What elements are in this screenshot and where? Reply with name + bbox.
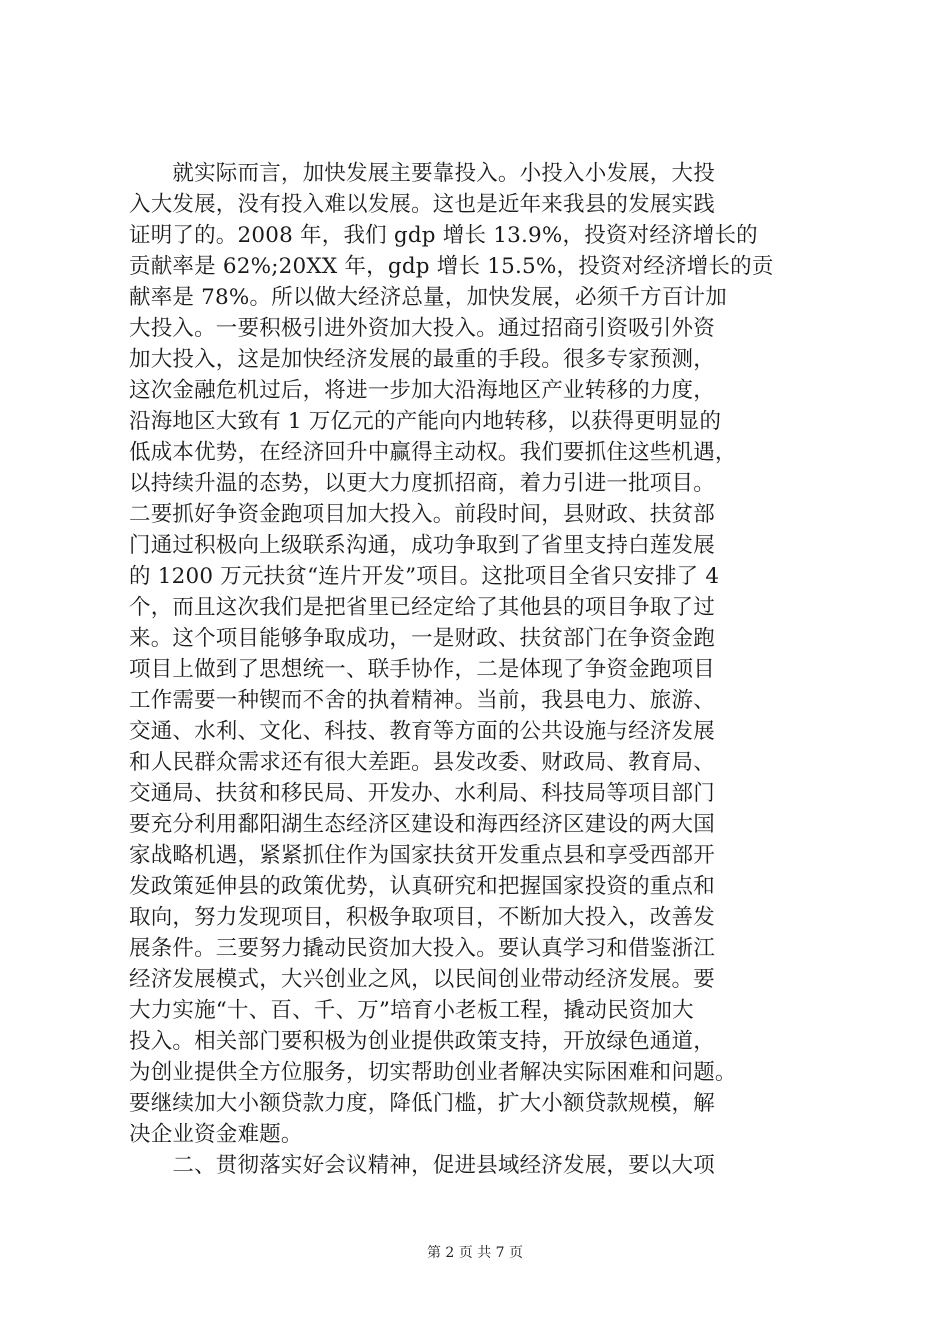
- text-line: 入大发展，没有投入难以发展。这也是近年来我县的发展实践: [129, 192, 715, 217]
- text-line: 加大投入，这是加快经济发展的最重的手段。很多专家预测，: [129, 347, 715, 372]
- text-line: 投入。相关部门要积极为创业提供政策支持，开放绿色通道，: [129, 1029, 715, 1054]
- text-line: 和人民群众需求还有很大差距。县发改委、财政局、教育局、: [129, 750, 715, 775]
- text-line: 要充分利用鄱阳湖生态经济区建设和海西经济区建设的两大国: [129, 812, 715, 837]
- text-line: 就实际而言，加快发展主要靠投入。小投入小发展，大投: [129, 161, 715, 186]
- text-line: 发政策延伸县的政策优势，认真研究和把握国家投资的重点和: [129, 874, 715, 899]
- text-line: 二要抓好争资金跑项目加大投入。前段时间，县财政、扶贫部: [129, 502, 715, 527]
- text-line: 低成本优势，在经济回升中赢得主动权。我们要抓住这些机遇，: [129, 440, 737, 465]
- text-line: 献率是 78%。所以做大经济总量，加快发展，必须千方百计加: [129, 285, 727, 310]
- text-line: 决企业资金难题。: [129, 1122, 303, 1147]
- text-line: 这次金融危机过后，将进一步加大沿海地区产业转移的力度，: [129, 378, 715, 403]
- text-line: 展条件。三要努力撬动民资加大投入。要认真学习和借鉴浙江: [129, 936, 715, 961]
- text-line: 的 1200 万元扶贫“连片开发”项目。这批项目全省只安排了 4: [129, 564, 720, 589]
- text-line: 大投入。一要积极引进外资加大投入。通过招商引资吸引外资: [129, 316, 715, 341]
- page-number-footer: 第 2 页 共 7 页: [426, 1245, 524, 1261]
- text-line: 交通局、扶贫和移民局、开发办、水利局、科技局等项目部门: [129, 781, 715, 806]
- text-line: 沿海地区大致有 1 万亿元的产能向内地转移，以获得更明显的: [129, 409, 722, 434]
- text-line: 经济发展模式，大兴创业之风，以民间创业带动经济发展。要: [129, 967, 715, 992]
- text-line: 取向，努力发现项目，积极争取项目，不断加大投入，改善发: [129, 905, 715, 930]
- text-line: 贡献率是 62%;20XX 年，gdp 增长 15.5%，投资对经济增长的贡: [129, 254, 774, 279]
- text-line: 为创业提供全方位服务，切实帮助创业者解决实际困难和问题。: [129, 1060, 737, 1085]
- text-line: 项目上做到了思想统一、联手协作，二是体现了争资金跑项目: [129, 657, 715, 682]
- text-line: 大力实施“十、百、千、万”培育小老板工程，撬动民资加大: [129, 998, 694, 1023]
- text-line: 家战略机遇，紧紧抓住作为国家扶贫开发重点县和享受西部开: [129, 843, 715, 868]
- text-line: 门通过积极向上级联系沟通，成功争取到了省里支持白莲发展: [129, 533, 715, 558]
- text-line: 以持续升温的态势，以更大力度抓招商，着力引进一批项目。: [129, 471, 715, 496]
- text-line: 来。这个项目能够争取成功，一是财政、扶贫部门在争资金跑: [129, 626, 715, 651]
- body-text: [129, 158, 849, 1181]
- text-line: 交通、水利、文化、科技、教育等方面的公共设施与经济发展: [129, 719, 715, 744]
- text-line: 个，而且这次我们是把省里已经定给了其他县的项目争取了过: [129, 595, 715, 620]
- text-line: 要继续加大小额贷款力度，降低门槛，扩大小额贷款规模，解: [129, 1091, 715, 1116]
- text-line: 证明了的。2008 年，我们 gdp 增长 13.9%，投资对经济增长的: [129, 223, 758, 248]
- text-line: 二、贯彻落实好会议精神，促进县域经济发展，要以大项: [129, 1153, 715, 1178]
- text-line: 工作需要一种锲而不舍的执着精神。当前，我县电力、旅游、: [129, 688, 715, 713]
